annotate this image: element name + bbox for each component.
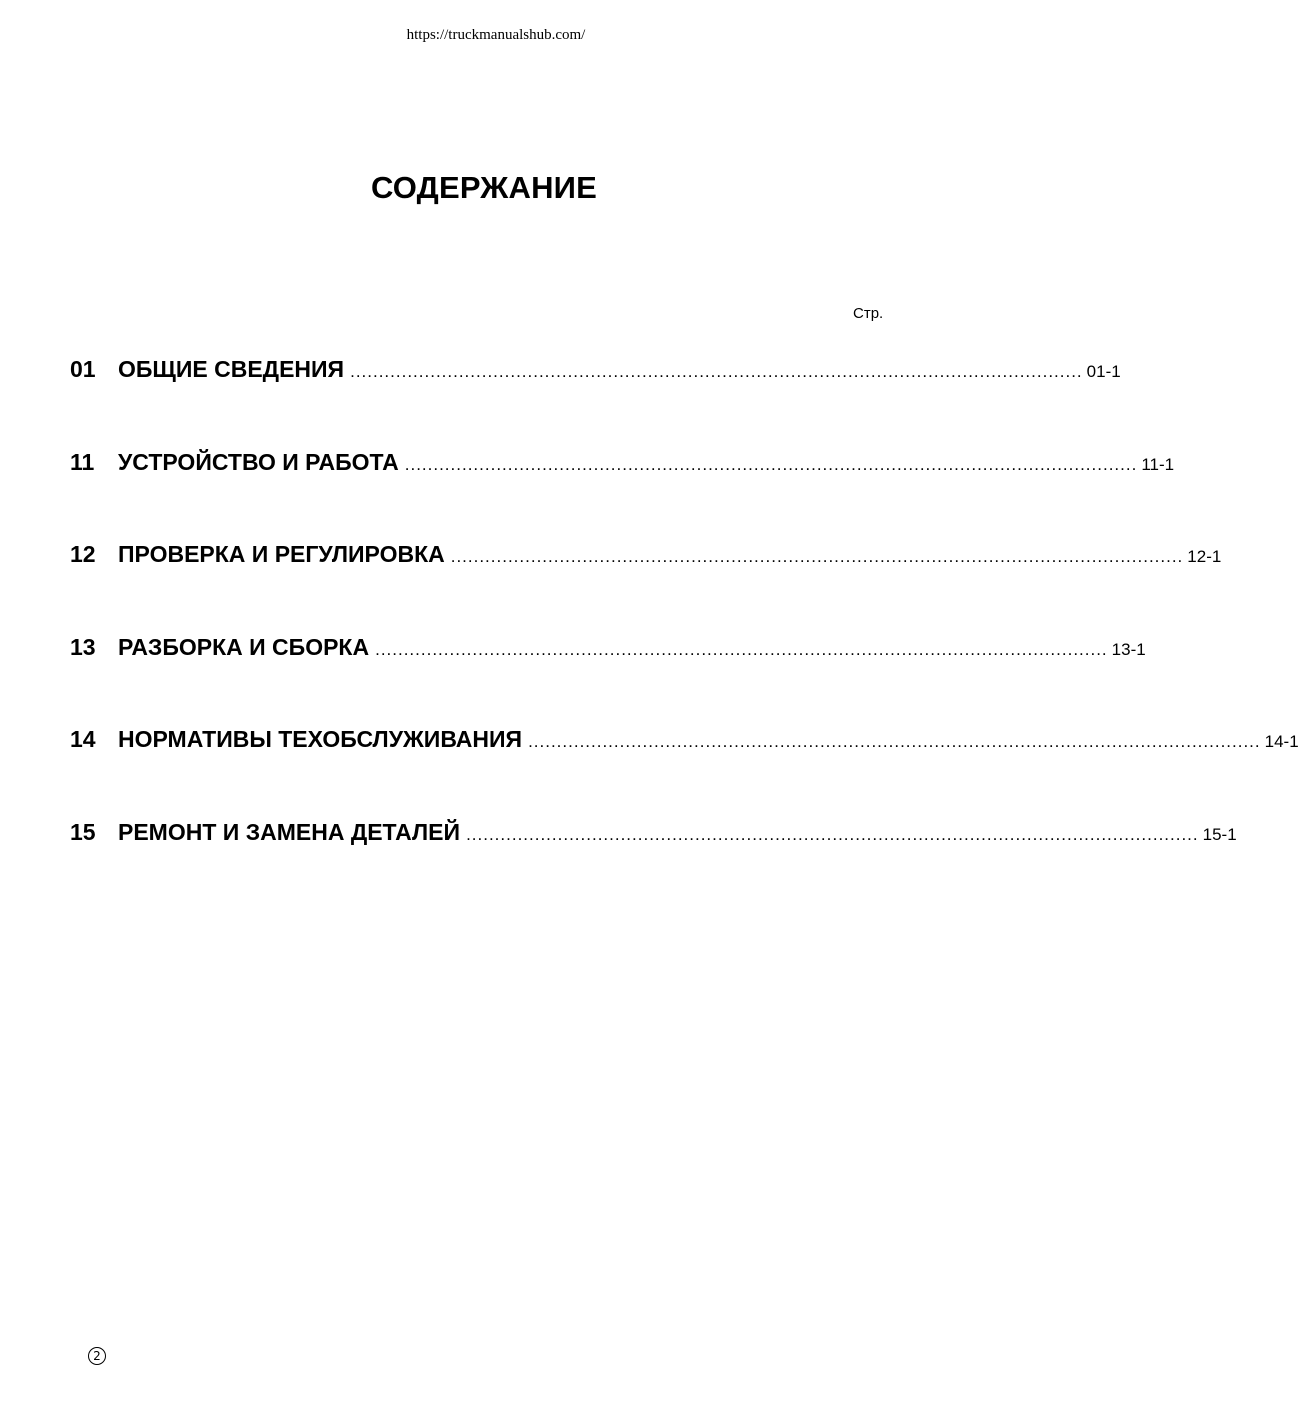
page-title: СОДЕРЖАНИЕ: [370, 170, 598, 205]
page-number: 2: [88, 1347, 106, 1365]
toc-entry-number: 13: [70, 634, 96, 660]
toc-entry-page: 11-1: [1141, 455, 1175, 474]
dot-leader: ................................................................................................................................: [404, 455, 1138, 474]
toc-entry-number: 01: [70, 356, 96, 382]
dot-leader: ................................................................................................................................: [375, 640, 1108, 659]
toc-entry-title: РАЗБОРКА И СБОРКА: [118, 634, 370, 660]
toc-entry-title: ПРОВЕРКА И РЕГУЛИРОВКА: [118, 541, 445, 567]
toc-entry-11[interactable]: [70, 449, 1175, 481]
page-column-label: Стр.: [853, 305, 884, 322]
toc-entry-01[interactable]: [70, 356, 1121, 388]
toc-entry-page: 12-1: [1187, 547, 1222, 566]
toc-entry-page: 13-1: [1111, 640, 1146, 659]
dot-leader: ................................................................................................................................: [528, 732, 1261, 751]
toc-entry-number: 12: [70, 541, 96, 567]
toc-entry-13[interactable]: [70, 634, 1146, 666]
toc-entry-title: УСТРОЙСТВО И РАБОТА: [118, 449, 399, 475]
toc-entry-number: 14: [70, 726, 96, 752]
header-url[interactable]: https://truckmanualshub.com/: [406, 27, 586, 43]
toc-entry-number: 15: [70, 819, 96, 845]
toc-entry-12[interactable]: [70, 541, 1222, 573]
toc-entry-title: РЕМОНТ И ЗАМЕНА ДЕТАЛЕЙ: [118, 819, 461, 845]
toc-entry-14[interactable]: [70, 726, 1299, 758]
toc-entry-page: 01-1: [1086, 362, 1121, 381]
toc-entry-title: ОБЩИЕ СВЕДЕНИЯ: [118, 356, 345, 382]
dot-leader: ................................................................................................................................: [350, 362, 1083, 381]
toc-entry-page: 15-1: [1202, 825, 1237, 844]
toc-entry-15[interactable]: [70, 819, 1237, 851]
toc-entry-number: 11: [70, 449, 95, 475]
toc-entry-title: НОРМАТИВЫ ТЕХОБСЛУЖИВАНИЯ: [118, 726, 523, 752]
dot-leader: ................................................................................................................................: [466, 825, 1199, 844]
toc-entry-page: 14-1: [1264, 732, 1299, 751]
dot-leader: ................................................................................................................................: [450, 547, 1184, 566]
